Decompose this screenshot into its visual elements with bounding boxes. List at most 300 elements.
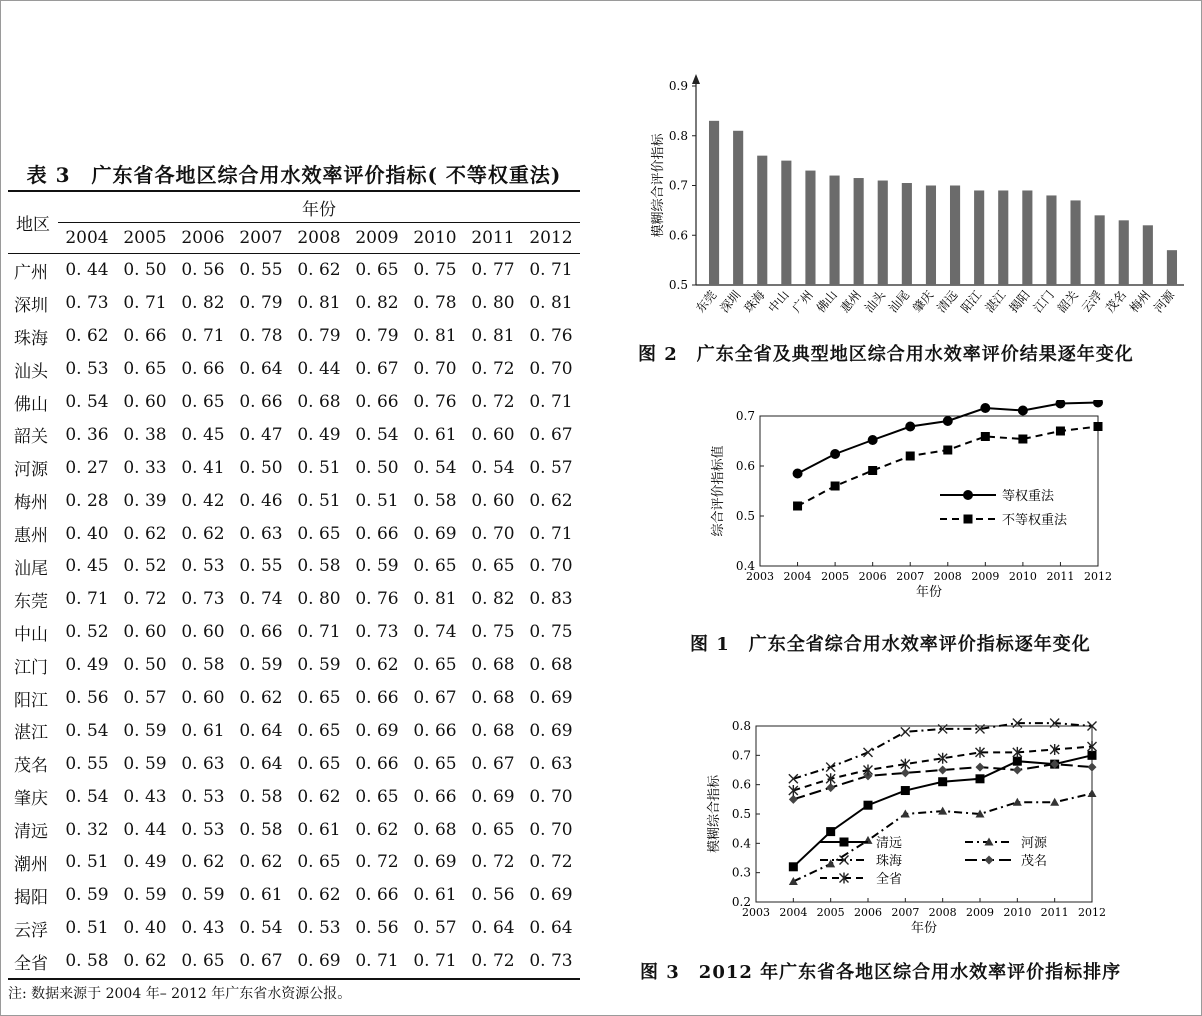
value-cell: 0. 65 [471, 819, 515, 840]
data-point [793, 502, 802, 511]
value-cell: 0. 67 [232, 945, 290, 979]
bar [829, 176, 839, 285]
value-cell: 0. 70 [529, 786, 573, 807]
year-header-cell: 2010 [406, 223, 464, 254]
value-cell: 0. 61 [297, 819, 341, 840]
value-cell: 0. 69 [471, 786, 515, 807]
table-title: 表 3 广东省各地区综合用水效率评价指标( 不等权重法) [26, 163, 562, 187]
value-cell: 0. 70 [529, 359, 573, 380]
value-cell: 0. 61 [239, 885, 283, 906]
value-cell: 0. 75 [413, 260, 457, 281]
value-cell: 0. 68 [471, 655, 515, 676]
value-cell: 0. 82 [181, 293, 225, 314]
y-tick-label: 0.3 [731, 865, 751, 880]
value-cell: 0. 59 [355, 556, 399, 577]
value-cell: 0. 71 [297, 622, 341, 643]
table-row [8, 254, 580, 287]
data-point [1013, 798, 1022, 806]
value-cell: 0. 72 [529, 852, 573, 873]
table-row [8, 945, 580, 979]
value-cell: 0. 36 [65, 424, 109, 445]
value-cell: 0. 54 [65, 720, 109, 741]
value-cell: 0. 28 [65, 490, 109, 511]
value-cell: 0. 59 [239, 655, 283, 676]
region-cell: 韶关 [14, 427, 48, 448]
value-cell: 0. 55 [65, 753, 109, 774]
fig1-line-chart [700, 400, 1130, 610]
value-cell: 0. 70 [529, 819, 573, 840]
region-cell: 潮州 [14, 854, 48, 875]
value-cell: 0. 60 [123, 622, 167, 643]
value-cell: 0. 81 [471, 326, 515, 347]
value-cell: 0. 70 [529, 556, 573, 577]
value-cell: 0. 67 [413, 688, 457, 709]
value-cell: 0. 58 [239, 786, 283, 807]
table-row [8, 616, 580, 649]
value-cell: 0. 62 [297, 260, 341, 281]
y-tick-label: 0.9 [668, 79, 688, 93]
data-point [793, 469, 803, 479]
x-tick-label: 2010 [1008, 570, 1037, 583]
value-cell: 0. 56 [471, 885, 515, 906]
value-cell: 0. 54 [65, 392, 109, 412]
value-cell: 0. 65 [174, 945, 232, 979]
year-row [8, 223, 580, 254]
value-cell: 0. 72 [464, 945, 522, 979]
data-point [868, 435, 878, 445]
value-cell: 0. 47 [239, 424, 283, 445]
table-row [8, 682, 580, 715]
data-point [1088, 789, 1097, 797]
value-cell: 0. 43 [181, 918, 225, 939]
region-cell: 茂名 [14, 756, 48, 777]
value-cell: 0. 62 [239, 852, 283, 873]
value-cell: 0. 62 [239, 688, 283, 709]
x-tick-label: 梅州 [1126, 287, 1154, 316]
data-point [864, 801, 873, 810]
legend-marker [963, 490, 973, 500]
value-cell: 0. 66 [355, 688, 399, 709]
value-cell: 0. 54 [471, 457, 515, 478]
value-cell: 0. 77 [471, 260, 515, 281]
value-cell: 0. 62 [181, 523, 225, 544]
bar [1046, 195, 1056, 285]
value-cell: 0. 66 [355, 523, 399, 544]
y-axis-label: 综合评价指标值 [711, 445, 726, 537]
y-tick-label: 0.5 [668, 278, 688, 292]
table-body [8, 254, 580, 979]
table-row [8, 484, 580, 517]
x-tick-label: 2011 [1040, 906, 1069, 919]
bar [1167, 250, 1177, 285]
legend-marker [840, 838, 849, 847]
region-cell: 广州 [14, 262, 48, 283]
data-point [943, 416, 953, 426]
legend-marker [985, 856, 994, 865]
bar [733, 131, 743, 285]
value-cell: 0. 71 [529, 260, 573, 281]
x-tick-label: 河源 [1151, 287, 1178, 316]
value-cell: 0. 32 [65, 819, 109, 840]
table-row [8, 386, 580, 419]
value-cell: 0. 50 [239, 457, 283, 478]
value-cell: 0. 66 [413, 720, 457, 741]
value-cell: 0. 80 [471, 293, 515, 314]
x-axis-label: 年份 [910, 921, 938, 936]
value-cell: 0. 62 [181, 852, 225, 873]
y-tick-label: 0.6 [668, 228, 688, 243]
value-cell: 0. 65 [413, 556, 457, 577]
x-tick-label: 2008 [928, 906, 957, 919]
value-cell: 0. 64 [471, 918, 515, 939]
value-cell: 0. 54 [413, 457, 457, 478]
value-cell: 0. 57 [413, 918, 457, 939]
value-cell: 0. 71 [529, 523, 573, 544]
value-cell: 0. 65 [413, 655, 457, 676]
value-cell: 0. 59 [297, 655, 341, 676]
table-section [8, 160, 580, 1003]
data-point [976, 774, 985, 783]
y-tick-label: 0.6 [735, 459, 755, 473]
value-cell: 0. 76 [413, 392, 457, 412]
data-point [901, 727, 910, 736]
x-tick-label: 2011 [1046, 570, 1075, 583]
y-tick-label: 0.4 [735, 559, 755, 573]
value-cell: 0. 71 [181, 326, 225, 347]
value-cell: 0. 64 [239, 720, 283, 741]
x-tick-label: 2003 [746, 570, 774, 583]
value-cell: 0. 69 [529, 885, 573, 906]
value-cell: 0. 68 [529, 655, 573, 676]
region-cell: 肇庆 [14, 789, 48, 810]
value-cell: 0. 66 [181, 359, 225, 380]
value-cell: 0. 49 [123, 852, 167, 873]
value-cell: 0. 81 [413, 589, 457, 610]
value-cell: 0. 58 [413, 490, 457, 511]
value-cell: 0. 59 [123, 885, 167, 906]
value-cell: 0. 39 [123, 490, 167, 511]
y-tick-label: 0.8 [668, 128, 688, 143]
data-point [1093, 400, 1103, 408]
value-cell: 0. 56 [65, 688, 109, 709]
data-point [831, 482, 840, 491]
value-cell: 0. 53 [297, 918, 341, 939]
table-row [8, 714, 580, 747]
value-cell: 0. 66 [355, 392, 399, 412]
region-cell: 东莞 [14, 591, 48, 612]
table-row [8, 649, 580, 682]
value-cell: 0. 70 [471, 523, 515, 544]
x-tick-label: 2005 [821, 570, 850, 583]
region-cell: 揭阳 [14, 887, 48, 908]
value-cell: 0. 43 [123, 786, 167, 807]
table-row [8, 780, 580, 813]
data-point [901, 786, 910, 795]
value-cell: 0. 75 [529, 622, 573, 643]
value-cell: 0. 42 [181, 490, 225, 511]
value-cell: 0. 82 [355, 293, 399, 314]
value-cell: 0. 69 [355, 720, 399, 741]
data-point [1013, 766, 1022, 775]
data-point [1088, 751, 1097, 760]
value-cell: 0. 41 [181, 457, 225, 478]
y-tick-label: 0.7 [735, 409, 755, 423]
value-cell: 0. 50 [355, 457, 399, 478]
bar [1143, 225, 1153, 285]
value-cell: 0. 53 [181, 556, 225, 577]
value-cell: 0. 81 [413, 326, 457, 347]
bar [950, 186, 960, 286]
x-tick-label: 韶关 [1054, 287, 1081, 316]
value-cell: 0. 62 [65, 326, 109, 347]
x-tick-label: 2009 [966, 906, 994, 919]
value-cell: 0. 51 [65, 918, 109, 939]
bar [709, 121, 719, 285]
table-row [8, 912, 580, 945]
region-cell: 珠海 [14, 328, 48, 349]
data-point [1088, 741, 1097, 752]
fig3-line-chart [690, 712, 1120, 944]
region-cell: 汕头 [14, 361, 48, 382]
value-cell: 0. 53 [181, 786, 225, 807]
value-cell: 0. 65 [297, 753, 341, 774]
value-cell: 0. 68 [413, 819, 457, 840]
value-cell: 0. 79 [239, 293, 283, 314]
data-point [826, 827, 835, 836]
y-axis-label: 模糊综合指标 [707, 774, 722, 854]
y-tick-label: 0.7 [731, 748, 751, 763]
x-tick-label: 2005 [816, 906, 845, 919]
y-tick-label: 0.5 [731, 807, 751, 821]
value-cell: 0. 50 [123, 655, 167, 676]
value-cell: 0. 50 [123, 260, 167, 281]
region-cell: 湛江 [14, 723, 48, 744]
value-cell: 0. 62 [297, 885, 341, 906]
x-tick-label: 东莞 [693, 287, 720, 316]
value-cell: 0. 68 [471, 720, 515, 741]
table-row [8, 583, 580, 616]
value-cell: 0. 61 [413, 424, 457, 445]
region-cell: 江门 [14, 657, 48, 678]
x-tick-label: 云浮 [1078, 287, 1105, 316]
bar [926, 186, 936, 286]
value-cell: 0. 69 [290, 945, 348, 979]
data-point [1088, 763, 1097, 772]
value-cell: 0. 66 [239, 392, 283, 412]
legend-label: 清远 [876, 836, 903, 851]
value-cell: 0. 75 [471, 622, 515, 643]
x-tick-label: 惠州 [837, 287, 864, 316]
value-cell: 0. 54 [65, 786, 109, 807]
y-axis-label: 模糊综合评价指标 [651, 133, 666, 238]
value-cell: 0. 58 [181, 655, 225, 676]
x-tick-label: 汕头 [861, 287, 889, 316]
region-cell: 阳江 [14, 690, 48, 711]
value-cell: 0. 78 [239, 326, 283, 347]
data-point [938, 777, 947, 786]
table-row [8, 813, 580, 846]
value-cell: 0. 71 [529, 392, 573, 412]
x-tick-label: 茂名 [1102, 287, 1130, 316]
value-cell: 0. 51 [297, 457, 341, 478]
value-cell: 0. 69 [529, 720, 573, 741]
data-point [938, 766, 947, 775]
value-cell: 0. 58 [297, 556, 341, 577]
y-tick-label: 0.2 [731, 895, 751, 909]
table-row [8, 320, 580, 353]
value-cell: 0. 33 [123, 457, 167, 478]
value-cell: 0. 44 [297, 359, 341, 380]
value-cell: 0. 73 [355, 622, 399, 643]
year-header-cell: 2008 [290, 223, 348, 254]
region-cell: 佛山 [14, 394, 48, 415]
value-cell: 0. 62 [355, 819, 399, 840]
fig2-caption: 图 2 广东全省及典型地区综合用水效率评价结果逐年变化 [638, 344, 1134, 365]
value-cell: 0. 65 [471, 556, 515, 577]
bar [1095, 215, 1105, 285]
value-cell: 0. 52 [65, 622, 109, 643]
region-header: 地区 [8, 191, 58, 254]
legend-label: 珠海 [876, 854, 903, 869]
value-cell: 0. 55 [239, 260, 283, 281]
data-point [976, 763, 985, 772]
y-tick-label: 0.7 [668, 178, 688, 193]
value-cell: 0. 65 [355, 260, 399, 281]
data-point [901, 768, 910, 777]
x-tick-label: 深圳 [717, 287, 744, 316]
value-cell: 0. 58 [58, 945, 116, 979]
table-row [8, 287, 580, 320]
y-tick-label: 0.5 [735, 509, 755, 523]
x-tick-label: 中山 [765, 287, 792, 316]
data-point [943, 446, 952, 455]
value-cell: 0. 45 [181, 424, 225, 445]
value-cell: 0. 68 [471, 688, 515, 709]
value-cell: 0. 72 [471, 392, 515, 412]
legend-label: 河源 [1021, 836, 1048, 851]
x-tick-label: 江门 [1030, 287, 1057, 316]
data-point [789, 795, 798, 804]
y-axis-arrow [692, 74, 700, 84]
region-cell: 清远 [14, 822, 48, 843]
value-cell: 0. 71 [65, 589, 109, 610]
value-cell: 0. 51 [297, 490, 341, 511]
value-cell: 0. 68 [297, 392, 341, 412]
value-cell: 0. 71 [406, 945, 464, 979]
value-cell: 0. 62 [355, 655, 399, 676]
x-tick-label: 2007 [891, 906, 920, 919]
value-cell: 0. 76 [529, 326, 573, 347]
value-cell: 0. 73 [522, 945, 580, 979]
x-tick-label: 2012 [1084, 570, 1112, 583]
value-cell: 0. 67 [529, 424, 573, 445]
x-tick-label: 佛山 [813, 287, 840, 316]
value-cell: 0. 44 [65, 260, 109, 281]
table-row [8, 846, 580, 879]
value-cell: 0. 51 [355, 490, 399, 511]
value-cell: 0. 59 [123, 753, 167, 774]
year-header: 年份 [58, 191, 580, 223]
legend-label: 等权重法 [1002, 489, 1055, 504]
data-point [1050, 798, 1059, 806]
value-cell: 0. 56 [181, 260, 225, 281]
legend-label: 全省 [876, 872, 903, 887]
table-row [8, 451, 580, 484]
value-cell: 0. 61 [181, 720, 225, 741]
value-cell: 0. 67 [471, 753, 515, 774]
value-cell: 0. 49 [65, 655, 109, 676]
table-note: 注: 数据来源于 2004 年– 2012 年广东省水资源公报。 [8, 985, 352, 1002]
fig3-caption: 图 3 2012 年广东省各地区综合用水效率评价指标排序 [640, 962, 1122, 983]
legend-label: 不等权重法 [1002, 513, 1068, 528]
data-table [8, 190, 580, 980]
table-row [8, 418, 580, 451]
value-cell: 0. 69 [413, 852, 457, 873]
value-cell: 0. 71 [123, 293, 167, 314]
region-cell: 全省 [8, 945, 58, 979]
data-point [980, 403, 990, 413]
data-point [1094, 422, 1103, 431]
value-cell: 0. 40 [65, 523, 109, 544]
value-cell: 0. 44 [123, 819, 167, 840]
data-point [905, 422, 915, 432]
x-tick-label: 湛江 [982, 287, 1009, 316]
year-header-cell: 2011 [464, 223, 522, 254]
bar [1022, 190, 1032, 285]
value-cell: 0. 69 [413, 523, 457, 544]
x-tick-label: 2008 [933, 570, 962, 583]
year-header-cell: 2005 [116, 223, 174, 254]
value-cell: 0. 65 [297, 852, 341, 873]
data-point [1055, 400, 1065, 409]
value-cell: 0. 66 [413, 786, 457, 807]
value-cell: 0. 64 [529, 918, 573, 939]
value-cell: 0. 82 [471, 589, 515, 610]
bar [1119, 220, 1129, 285]
value-cell: 0. 81 [529, 293, 573, 314]
value-cell: 0. 65 [413, 753, 457, 774]
value-cell: 0. 72 [471, 852, 515, 873]
year-header-cell: 2006 [174, 223, 232, 254]
value-cell: 0. 59 [65, 885, 109, 906]
value-cell: 0. 79 [297, 326, 341, 347]
region-cell: 梅州 [14, 493, 48, 514]
value-cell: 0. 57 [529, 457, 573, 478]
value-cell: 0. 54 [239, 918, 283, 939]
fig1-caption: 图 1 广东全省综合用水效率评价指标逐年变化 [690, 634, 1091, 655]
x-tick-label: 珠海 [741, 287, 768, 316]
value-cell: 0. 66 [123, 326, 167, 347]
value-cell: 0. 70 [413, 359, 457, 380]
region-cell: 汕尾 [14, 558, 48, 579]
value-cell: 0. 73 [181, 589, 225, 610]
x-tick-label: 2004 [779, 906, 808, 919]
region-cell: 惠州 [14, 526, 48, 547]
data-point [1013, 757, 1022, 766]
data-point [868, 466, 877, 475]
table-row [8, 879, 580, 912]
value-cell: 0. 51 [65, 852, 109, 873]
value-cell: 0. 59 [123, 720, 167, 741]
year-header-cell: 2004 [58, 223, 116, 254]
x-axis-label: 年份 [915, 585, 943, 600]
data-point [826, 783, 835, 792]
value-cell: 0. 61 [413, 885, 457, 906]
value-cell: 0. 60 [123, 392, 167, 412]
value-cell: 0. 74 [239, 589, 283, 610]
x-tick-label: 清远 [934, 287, 961, 316]
x-tick-label: 2004 [783, 570, 812, 583]
